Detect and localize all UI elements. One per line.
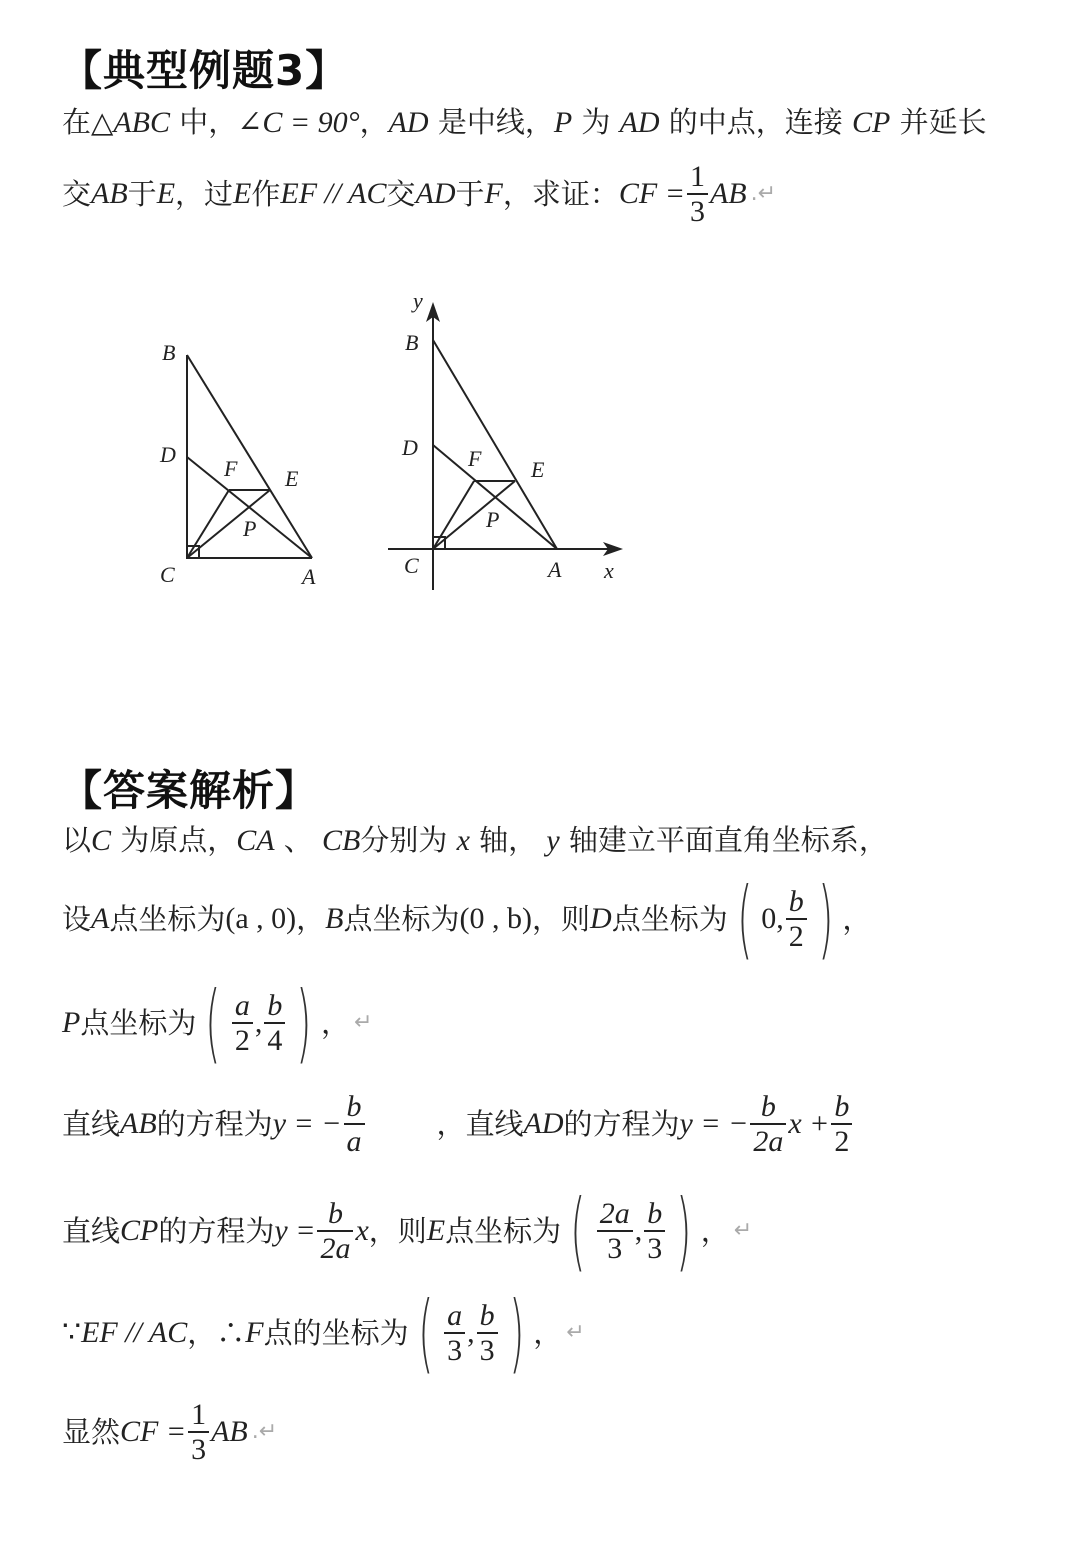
problem-heading: 【典型例题3】 xyxy=(60,46,349,95)
numerator: 1 xyxy=(191,1398,207,1431)
denominator: 4 xyxy=(264,1022,285,1057)
denominator: 2 xyxy=(786,918,807,953)
text: ，则 xyxy=(532,901,591,936)
label-e: E xyxy=(531,457,545,482)
text: 交 xyxy=(386,176,416,211)
text: ， xyxy=(700,1213,730,1248)
text: 为 xyxy=(572,105,620,139)
label-p: P xyxy=(486,507,500,532)
math-ef-parallel-ac: EF // AC xyxy=(280,177,387,210)
e-coordinate: ( $\frac{2a}{3}$ , $\frac{b}{3}$ ) xyxy=(570,1181,692,1281)
denominator: 2 xyxy=(232,1022,253,1057)
math-ab: AB xyxy=(211,1415,248,1448)
answer-line-2 xyxy=(62,869,872,969)
math-cf: CF = xyxy=(618,177,685,210)
label-f: F xyxy=(224,456,238,481)
paragraph-mark: .↵ xyxy=(750,181,777,206)
text: 在△ xyxy=(62,105,114,139)
text: 轴， xyxy=(469,823,547,857)
f-coordinate: ( $\frac{a}{3}$ , $\frac{b}{3}$ ) xyxy=(417,1283,524,1383)
math-c: C xyxy=(91,824,112,857)
answer-line-4 xyxy=(62,1090,854,1158)
answer-line-3 xyxy=(62,973,373,1073)
math-f: F xyxy=(245,1316,264,1349)
denominator: 2a xyxy=(317,1230,353,1265)
math-y: y xyxy=(546,824,560,857)
label-d: D xyxy=(402,435,418,460)
denominator: 2a xyxy=(750,1123,786,1158)
label-y: y xyxy=(413,290,423,313)
math-ad: AD xyxy=(388,106,429,139)
numerator: b xyxy=(788,885,804,918)
label-x: x xyxy=(604,558,614,583)
math-b: B xyxy=(325,902,344,935)
text: ，∴ xyxy=(187,1315,246,1350)
d-coordinate: ( 0 , $\frac{b}{2}$ ) xyxy=(736,869,834,969)
segment-cf xyxy=(187,490,229,558)
segment-cf xyxy=(433,481,474,549)
text: 于 xyxy=(127,176,157,211)
math-ab: AB xyxy=(120,1107,157,1140)
label-c: C xyxy=(404,553,419,578)
math-ca: CA xyxy=(236,824,275,857)
numerator: b xyxy=(834,1090,850,1123)
text: 设 xyxy=(62,901,92,936)
text: 的方程为 xyxy=(156,1106,273,1141)
numerator: 1 xyxy=(689,160,705,193)
math-cp: CP xyxy=(852,106,891,139)
text: 以 xyxy=(62,823,92,857)
label-b: B xyxy=(162,340,176,365)
paragraph-mark: ↵ xyxy=(733,1218,753,1243)
fraction xyxy=(687,160,708,228)
label-b: B xyxy=(405,330,419,355)
numerator: b xyxy=(479,1299,495,1332)
math-f: F xyxy=(484,177,503,210)
answer-line-5 xyxy=(62,1181,753,1281)
math-e: E xyxy=(233,177,252,210)
text: 为原点， xyxy=(111,823,237,857)
answer-heading: 【答案解析】 xyxy=(60,766,319,815)
paragraph-mark: ↵ xyxy=(353,1010,373,1035)
answer-line-6 xyxy=(62,1283,585,1383)
text: 的方程为 xyxy=(158,1213,275,1248)
math-cf: CF = xyxy=(120,1415,187,1448)
label-c: C xyxy=(160,562,175,587)
label-a: A xyxy=(302,564,316,589)
text: 中， xyxy=(169,105,238,139)
math-cb: CB xyxy=(322,824,361,857)
triangle-figure-left xyxy=(140,330,340,595)
text: 交 xyxy=(62,176,92,211)
denominator: 3 xyxy=(644,1230,665,1265)
math-angle: ∠C = 90° xyxy=(237,106,360,139)
p-coordinate: ( $\frac{a}{2}$ , $\frac{b}{4}$ ) xyxy=(205,973,312,1073)
text: 点坐标为 xyxy=(343,901,460,936)
text: 直线 xyxy=(62,1213,121,1248)
label-p: P xyxy=(243,516,257,541)
math-a: A xyxy=(91,902,110,935)
math-lhs: y = xyxy=(274,1214,316,1247)
math-e: E xyxy=(426,1214,446,1247)
text: 作 xyxy=(251,176,281,211)
denominator: 3 xyxy=(597,1230,633,1265)
denominator: 3 xyxy=(188,1431,209,1466)
numerator: b xyxy=(346,1090,362,1123)
math-cp: CP xyxy=(120,1214,159,1247)
numerator: a xyxy=(447,1299,463,1332)
text: ，求证： xyxy=(502,176,619,211)
text: 轴建立平面直角坐标系， xyxy=(559,823,888,857)
math-lhs: y = − xyxy=(272,1107,342,1140)
math-a-coord: (a , 0) xyxy=(225,902,297,935)
math-ad: AD xyxy=(415,177,456,210)
label-e: E xyxy=(285,466,299,491)
numerator: b xyxy=(647,1197,663,1230)
math-ef-parallel-ac: EF // AC xyxy=(81,1316,188,1349)
text: 点坐标为 xyxy=(109,901,226,936)
text: 直线 xyxy=(62,1106,121,1141)
paragraph-mark: .↵ xyxy=(251,1419,278,1444)
text: 的方程为 xyxy=(563,1106,680,1141)
numerator: 2a xyxy=(599,1197,630,1230)
label-d: D xyxy=(160,442,176,467)
math-ad: AD xyxy=(523,1107,564,1140)
math-ab: AB xyxy=(91,177,128,210)
math-p: P xyxy=(62,1006,81,1039)
text: 显然 xyxy=(62,1414,121,1449)
text: ，则 xyxy=(368,1213,427,1248)
math-b-coord: (0 , b) xyxy=(459,902,532,935)
denominator: 2 xyxy=(831,1123,852,1158)
problem-line-2 xyxy=(62,160,776,228)
math-abc: ABC xyxy=(113,106,170,139)
text: ， xyxy=(359,105,389,139)
triangle-figure-coordinate xyxy=(380,290,640,600)
numerator: a xyxy=(234,989,250,1022)
denominator: a xyxy=(344,1123,365,1158)
text: 点的坐标为 xyxy=(263,1315,409,1350)
text: 、 xyxy=(274,823,323,857)
text: ， xyxy=(296,901,326,936)
text: 点坐标为 xyxy=(611,901,728,936)
paragraph-mark: ↵ xyxy=(566,1320,585,1345)
label-a: A xyxy=(548,557,562,582)
problem-line-1 xyxy=(62,105,987,139)
coord-x: 0 xyxy=(761,902,777,935)
text: ， xyxy=(842,901,872,936)
math-p: P xyxy=(553,106,573,139)
label-f: F xyxy=(468,446,482,471)
text: 点坐标为 xyxy=(80,1005,197,1040)
denominator: 3 xyxy=(687,193,708,228)
denominator: 3 xyxy=(477,1332,498,1367)
text: 分别为 xyxy=(360,823,457,857)
math-d: D xyxy=(590,902,612,935)
math-x-plus: x + xyxy=(788,1107,830,1140)
because-symbol: ∵ xyxy=(62,1316,82,1349)
text: ，过 xyxy=(175,176,234,211)
numerator: b xyxy=(327,1197,343,1230)
math-ad: AD xyxy=(619,106,660,139)
text: 点坐标为 xyxy=(445,1213,562,1248)
math-x: x xyxy=(355,1214,369,1247)
text: ，直线 xyxy=(436,1106,524,1141)
numerator: b xyxy=(267,989,283,1022)
text: 的中点，连接 xyxy=(659,105,853,139)
text: 是中线， xyxy=(428,105,554,139)
answer-line-7 xyxy=(62,1398,277,1466)
math-e: E xyxy=(156,177,176,210)
text: 于 xyxy=(455,176,485,211)
answer-line-1 xyxy=(62,823,888,857)
math-x: x xyxy=(456,824,470,857)
math-lhs: y = − xyxy=(679,1107,749,1140)
text: ， xyxy=(533,1315,563,1350)
text: ， xyxy=(320,1005,350,1040)
numerator: b xyxy=(760,1090,776,1123)
text: 并延长 xyxy=(890,105,987,139)
math-ab: AB xyxy=(709,177,747,210)
denominator: 3 xyxy=(444,1332,465,1367)
